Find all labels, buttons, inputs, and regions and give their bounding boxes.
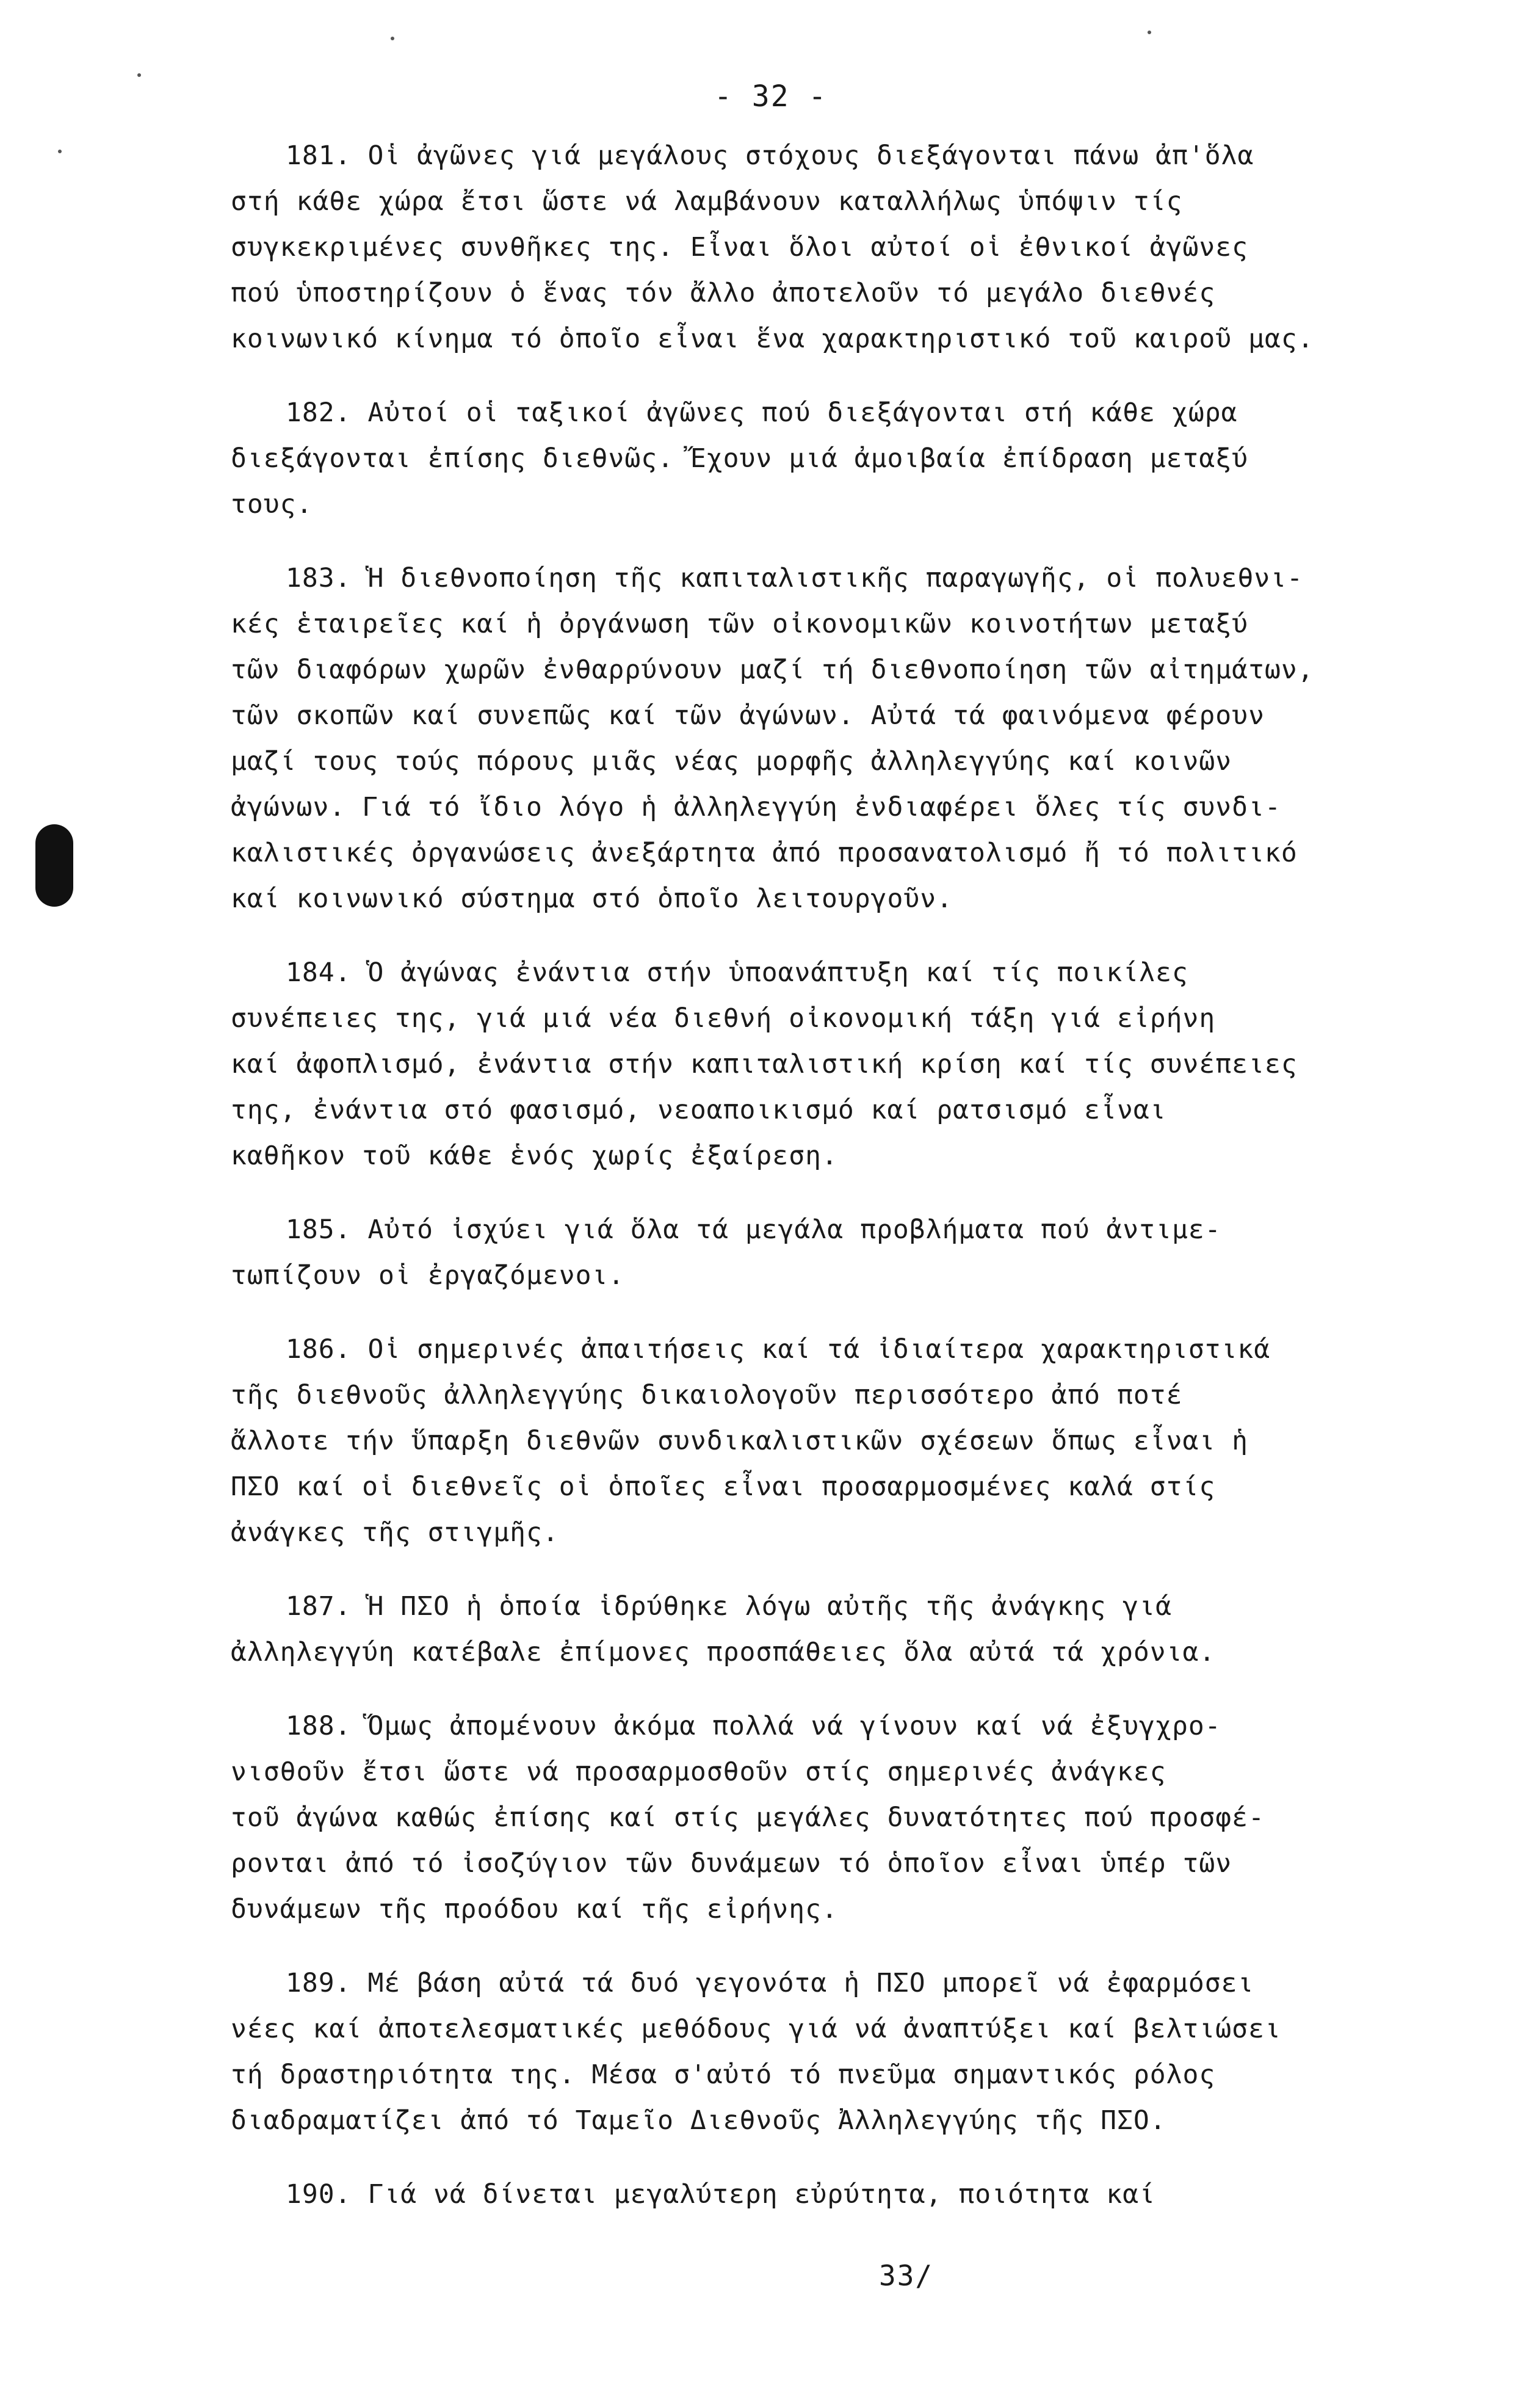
- text-line: διεξάγονται ἐπίσης διεθνῶς. Ἔχουν μιά ἀμοιβαία ἐπίδραση μεταξύ: [231, 443, 1249, 474]
- paragraph: [231, 556, 1439, 922]
- text-line: ἀλληλεγγύη κατέβαλε ἐπίμονες προσπάθειες ὅλα αὐτά τά χρόνια.: [231, 1637, 1216, 1667]
- text-line: κές ἑταιρεῖες καί ἡ ὀργάνωση τῶν οἰκονομικῶν κοινοτήτων μεταξύ: [231, 609, 1249, 639]
- page-number: - 32 -: [714, 79, 828, 114]
- text-line: 181. Οἱ ἀγῶνες γιά μεγάλους στόχους διεξάγονται πάνω ἀπ'ὅλα: [286, 140, 1254, 171]
- text-line: συγκεκριμένες συνθῆκες της. Εἶναι ὅλοι αὐτοί οἱ ἐθνικοί ἀγῶνες: [231, 232, 1249, 263]
- paragraph: [231, 390, 1439, 528]
- text-line: διαδραματίζει ἀπό τό Ταμεῖο Διεθνοῦς Ἀλληλεγγύης τῆς ΠΣΟ.: [231, 2105, 1166, 2136]
- text-line: 185. Αὐτό ἰσχύει γιά ὅλα τά μεγάλα προβλήματα πού ἀντιμε-: [286, 1214, 1221, 1245]
- text-line: ἄλλοτε τήν ὕπαρξη διεθνῶν συνδικαλιστικῶν σχέσεων ὅπως εἶναι ἡ: [231, 1426, 1249, 1456]
- text-line: 190. Γιά νά δίνεται μεγαλύτερη εὐρύτητα, ποιότητα καί: [286, 2179, 1156, 2210]
- text-line: κοινωνικό κίνημα τό ὁποῖο εἶναι ἕνα χαρακτηριστικό τοῦ καιροῦ μας.: [231, 324, 1314, 354]
- text-line: στή κάθε χώρα ἔτσι ὥστε νά λαμβάνουν καταλλήλως ὑπόψιν τίς: [231, 186, 1183, 217]
- paragraph: [231, 1961, 1439, 2144]
- scan-speck: [1148, 31, 1151, 34]
- text-line: ρονται ἀπό τό ἰσοζύγιον τῶν δυνάμεων τό ὁποῖον εἶναι ὑπέρ τῶν: [231, 1848, 1232, 1879]
- text-line: της, ἐνάντια στό φασισμό, νεοαποικισμό καί ρατσισμό εἶναι: [231, 1095, 1166, 1125]
- text-line: τοῦ ἀγώνα καθώς ἐπίσης καί στίς μεγάλες δυνατότητες πού προσφέ-: [231, 1802, 1265, 1833]
- scan-speck: [58, 150, 62, 153]
- text-line: πού ὑποστηρίζουν ὁ ἕνας τόν ἄλλο ἀποτελοῦν τό μεγάλο διεθνές: [231, 278, 1216, 308]
- text-line: μαζί τους τούς πόρους μιᾶς νέας μορφῆς ἀλληλεγγύης καί κοινῶν: [231, 746, 1232, 777]
- text-line: καί ἀφοπλισμό, ἐνάντια στήν καπιταλιστική κρίση καί τίς συνέπειες: [231, 1049, 1298, 1079]
- text-line: ἀνάγκες τῆς στιγμῆς.: [231, 1517, 559, 1548]
- text-line: τῆς διεθνοῦς ἀλληλεγγύης δικαιολογοῦν περισσότερο ἀπό ποτέ: [231, 1380, 1183, 1410]
- text-line: 182. Αὐτοί οἱ ταξικοί ἀγῶνες πού διεξάγονται στή κάθε χώρα: [286, 397, 1238, 428]
- text-line: ἀγώνων. Γιά τό ἴδιο λόγο ἡ ἀλληλεγγύη ἐνδιαφέρει ὅλες τίς συνδι-: [231, 792, 1281, 822]
- text-line: τῶν διαφόρων χωρῶν ἐνθαρρύνουν μαζί τή διεθνοποίηση τῶν αἰτημάτων,: [231, 655, 1314, 685]
- text-line: τή δραστηριότητα της. Μέσα σ'αὐτό τό πνεῦμα σημαντικός ρόλος: [231, 2059, 1216, 2090]
- paragraph: [231, 1703, 1439, 1932]
- text-line: ΠΣΟ καί οἱ διεθνεῖς οἱ ὁποῖες εἶναι προσαρμοσμένες καλά στίς: [231, 1471, 1216, 1502]
- paragraph: [231, 133, 1439, 362]
- text-line: 188. Ὅμως ἀπομένουν ἀκόμα πολλά νά γίνουν καί νά ἐξυγχρο-: [286, 1711, 1221, 1741]
- scan-speck: [137, 73, 141, 77]
- text-line: καλιστικές ὀργανώσεις ἀνεξάρτητα ἀπό προσανατολισμό ἤ τό πολιτικό: [231, 838, 1298, 868]
- paragraph: [231, 1207, 1439, 1299]
- paragraph: [231, 1584, 1439, 1675]
- next-page-reference: 33/: [879, 2259, 934, 2292]
- paragraph: [231, 2172, 1439, 2218]
- text-line: 189. Μέ βάση αὐτά τά δυό γεγονότα ἡ ΠΣΟ μπορεῖ νά ἐφαρμόσει: [286, 1968, 1254, 1998]
- text-line: νισθοῦν ἔτσι ὥστε νά προσαρμοσθοῦν στίς σημερινές ἀνάγκες: [231, 1757, 1166, 1787]
- text-line: τους.: [231, 489, 313, 520]
- paragraph: [231, 950, 1439, 1179]
- text-line: καί κοινωνικό σύστημα στό ὁποῖο λειτουργοῦν.: [231, 883, 953, 914]
- paragraph: [231, 1327, 1439, 1556]
- text-line: νέες καί ἀποτελεσματικές μεθόδους γιά νά ἀναπτύξει καί βελτιώσει: [231, 2014, 1281, 2044]
- text-line: συνέπειες της, γιά μιά νέα διεθνή οἰκονομική τάξη γιά εἰρήνη: [231, 1003, 1216, 1034]
- text-line: καθῆκον τοῦ κάθε ἑνός χωρίς ἐξαίρεση.: [231, 1141, 838, 1171]
- text-line: τωπίζουν οἱ ἐργαζόμενοι.: [231, 1260, 625, 1291]
- scan-speck: [391, 37, 394, 40]
- text-line: 187. Ἡ ΠΣΟ ἡ ὁποία ἱδρύθηκε λόγω αὐτῆς τῆς ἀνάγκης γιά: [286, 1591, 1172, 1622]
- text-line: 183. Ἡ διεθνοποίηση τῆς καπιταλιστικῆς παραγωγῆς, οἱ πολυεθνι-: [286, 563, 1304, 593]
- text-line: τῶν σκοπῶν καί συνεπῶς καί τῶν ἀγώνων. Αὐτά τά φαινόμενα φέρουν: [231, 700, 1265, 731]
- text-line: 186. Οἱ σημερινές ἀπαιτήσεις καί τά ἰδιαίτερα χαρακτηριστικά: [286, 1334, 1271, 1365]
- punch-hole-mark: [35, 824, 73, 907]
- text-line: δυνάμεων τῆς προόδου καί τῆς εἰρήνης.: [231, 1894, 838, 1925]
- document-body: [231, 133, 1439, 2246]
- text-line: 184. Ὁ ἀγώνας ἐνάντια στήν ὑποανάπτυξη καί τίς ποικίλες: [286, 957, 1188, 988]
